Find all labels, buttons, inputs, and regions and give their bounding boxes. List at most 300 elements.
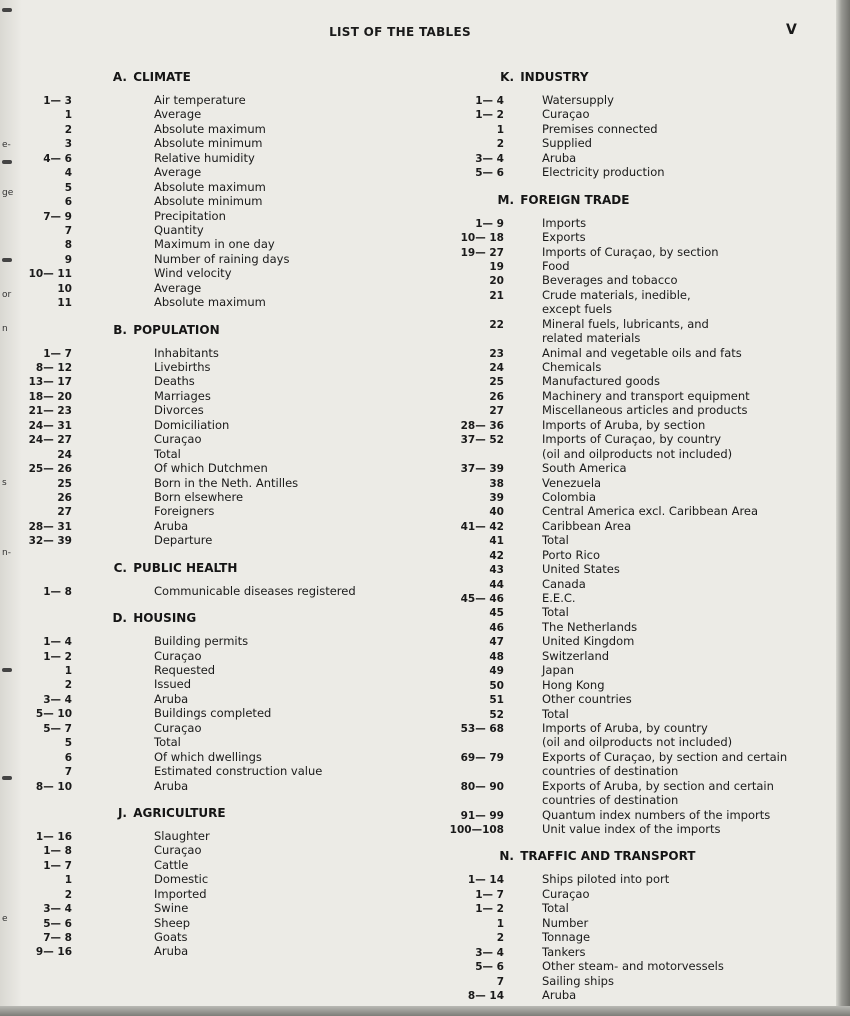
table-entry	[440, 476, 820, 490]
table-description: Aruba	[154, 778, 189, 793]
table-number: 8	[64, 239, 72, 252]
table-entry	[440, 165, 820, 179]
table-entry	[22, 209, 492, 223]
table-entry	[22, 266, 492, 280]
section-letter: C.	[113, 560, 127, 575]
table-description: Exports of Curaçao, by section and certain	[542, 749, 788, 764]
table-number: 10— 18	[460, 232, 504, 245]
table-description: Departure	[154, 533, 213, 548]
table-number: 51	[489, 694, 504, 707]
table-entry	[440, 649, 820, 663]
table-description: Japan	[542, 663, 575, 678]
table-description: Total	[542, 901, 569, 916]
table-number: 26	[57, 491, 72, 504]
table-description: Tankers	[542, 944, 586, 959]
right-column	[440, 68, 820, 1002]
table-entry	[440, 533, 820, 547]
table-description: Beverages and tobacco	[542, 273, 678, 288]
table-number: 42	[489, 549, 504, 562]
table-description: Exports of Aruba, by section and certain	[542, 778, 774, 793]
table-number: 1— 4	[43, 636, 72, 649]
table-number: 45— 46	[460, 593, 504, 605]
margin-fragment: e	[2, 914, 8, 924]
table-number: 10	[57, 282, 72, 295]
section-letter: N.	[499, 849, 514, 864]
table-description: Curaçao	[154, 432, 202, 447]
table-number: 1	[64, 665, 72, 677]
table-entry	[440, 519, 820, 533]
table-description: Aruba	[154, 944, 189, 959]
table-description: Aruba	[154, 691, 189, 706]
table-entry	[440, 822, 820, 836]
table-description: Absolute minimum	[154, 136, 263, 151]
table-entry	[22, 829, 492, 843]
table-number: 48	[489, 650, 504, 663]
table-number: 8— 12	[35, 362, 72, 374]
table-description: Aruba	[154, 518, 189, 533]
table-entry	[440, 901, 820, 915]
section-heading	[440, 68, 820, 88]
table-entry	[22, 944, 492, 958]
page-number: V	[786, 22, 797, 38]
table-description: Maximum in one day	[154, 237, 275, 252]
table-entry	[440, 620, 820, 634]
table-entry	[440, 93, 820, 107]
table-entry	[22, 194, 492, 208]
table-entry	[440, 692, 820, 706]
table-description: Issued	[154, 677, 192, 692]
table-entry	[22, 930, 492, 944]
table-entry	[22, 180, 492, 194]
table-entry	[440, 447, 820, 461]
table-number: 19— 27	[460, 246, 504, 259]
table-entry	[440, 988, 820, 1002]
table-entry	[440, 735, 820, 749]
table-description: Aruba	[542, 987, 577, 1002]
table-number: 6	[64, 196, 72, 209]
table-entry	[22, 432, 492, 446]
section-letter: D.	[112, 611, 127, 626]
section-title: POPULATION	[133, 322, 220, 337]
table-entry	[22, 403, 492, 417]
table-number: 37— 39	[460, 463, 504, 476]
table-number: 28— 36	[460, 419, 504, 432]
table-description: Average	[154, 107, 202, 122]
table-description: Number of raining days	[154, 251, 290, 266]
binding-mark	[2, 160, 12, 164]
table-number: 41— 42	[460, 520, 504, 533]
table-entry	[440, 548, 820, 562]
table-description: Total	[542, 533, 569, 548]
table-number: 1— 8	[43, 585, 72, 598]
margin-fragment: or	[2, 290, 12, 300]
binding-mark	[2, 258, 12, 262]
section-title: TRAFFIC AND TRANSPORT	[520, 849, 696, 864]
table-description: Crude materials, inedible,	[542, 287, 691, 302]
table-description: Tonnage	[542, 930, 591, 945]
table-number: 20	[489, 275, 504, 288]
table-number: 40	[489, 506, 504, 519]
table-description: Premises connected	[542, 121, 658, 136]
table-number: 11	[57, 297, 72, 310]
table-description: Foreigners	[154, 504, 215, 519]
table-description: Hong Kong	[542, 677, 605, 692]
table-entry	[440, 151, 820, 165]
table-description: Swine	[154, 901, 189, 916]
table-description: Curaçao	[542, 886, 590, 901]
table-number: 3— 4	[475, 152, 504, 165]
table-number: 2	[64, 123, 72, 136]
table-entry	[440, 418, 820, 432]
table-number: 47	[489, 636, 504, 649]
table-entry	[22, 764, 492, 778]
table-number: 1— 7	[475, 888, 504, 901]
table-number: 5— 6	[475, 167, 504, 180]
table-number: 32— 39	[28, 535, 72, 548]
table-description: Absolute minimum	[154, 194, 263, 209]
table-entry	[22, 151, 492, 165]
table-entry	[22, 476, 492, 490]
table-description: Total	[154, 446, 181, 461]
binding-mark	[2, 776, 12, 780]
table-description: United States	[542, 562, 620, 577]
table-number: 1— 2	[475, 903, 504, 916]
table-number: 43	[489, 564, 504, 577]
table-number: 1— 14	[467, 874, 504, 887]
table-description: Exports	[542, 230, 586, 245]
table-description: Curaçao	[154, 720, 202, 735]
table-entry	[22, 663, 492, 677]
table-description: Miscellaneous articles and products	[542, 403, 748, 418]
table-description: South America	[542, 461, 627, 476]
table-entry	[440, 959, 820, 973]
table-description: Communicable diseases registered	[154, 583, 356, 598]
section-heading	[440, 847, 820, 867]
table-entry	[440, 634, 820, 648]
table-number: 1	[496, 123, 504, 136]
table-number: 46	[489, 621, 504, 634]
table-number: 3— 4	[43, 903, 72, 916]
table-number: 1— 16	[35, 830, 72, 843]
table-number: 7— 9	[43, 210, 72, 223]
table-number: 3— 4	[43, 693, 72, 706]
table-entry	[440, 331, 820, 345]
section-heading	[22, 609, 492, 629]
table-entry	[440, 230, 820, 244]
table-number: 5— 6	[43, 917, 72, 930]
table-description: Chemicals	[542, 360, 602, 374]
section-heading	[22, 559, 492, 579]
table-number: 2	[496, 932, 504, 945]
table-description: Caribbean Area	[542, 518, 632, 533]
table-entry	[22, 858, 492, 872]
section-title: HOUSING	[133, 611, 197, 626]
table-description: Animal and vegetable oils and fats	[542, 345, 742, 360]
table-number: 2	[64, 679, 72, 692]
table-description: Colombia	[542, 489, 597, 504]
table-number: 21— 23	[28, 405, 72, 418]
table-number: 9— 16	[35, 946, 72, 959]
table-description: Manufactured goods	[542, 374, 660, 389]
table-description: countries of destination	[542, 793, 679, 808]
table-entry	[440, 872, 820, 886]
table-description: Machinery and transport equipment	[542, 388, 750, 403]
table-description: Estimated construction value	[154, 764, 323, 779]
table-number: 5— 6	[475, 961, 504, 974]
section-title: AGRICULTURE	[133, 805, 226, 820]
table-description: Curaçao	[154, 648, 202, 663]
table-description: Livebirths	[154, 360, 211, 374]
table-description: Curaçao	[154, 843, 202, 858]
table-description: Electricity production	[542, 165, 665, 180]
table-entry	[440, 974, 820, 988]
table-number: 5— 10	[35, 708, 72, 721]
table-number: 39	[489, 491, 504, 504]
page-stack-bottom	[0, 1006, 850, 1016]
table-description: Born in the Neth. Antilles	[154, 475, 299, 490]
table-description: Air temperature	[154, 93, 246, 107]
table-entry	[22, 461, 492, 475]
table-entry	[440, 678, 820, 692]
table-number: 5	[64, 181, 72, 194]
table-description: Imports of Aruba, by section	[542, 417, 706, 432]
table-entry	[440, 461, 820, 475]
section-title: INDUSTRY	[520, 70, 589, 84]
table-entry	[22, 93, 492, 107]
section-title: PUBLIC HEALTH	[133, 560, 238, 575]
table-number: 69— 79	[460, 751, 504, 764]
table-entry	[440, 605, 820, 619]
table-description: except fuels	[542, 302, 612, 317]
table-number: 1— 3	[43, 95, 72, 107]
table-description: Sheep	[154, 915, 191, 930]
table-number: 1— 8	[43, 845, 72, 858]
table-entry	[440, 302, 820, 316]
table-description: Other steam- and motorvessels	[542, 959, 724, 974]
table-number: 3	[64, 138, 72, 151]
table-entry	[440, 707, 820, 721]
table-description: Imports of Curaçao, by section	[542, 244, 719, 259]
table-description: Of which dwellings	[154, 749, 262, 764]
table-entry	[22, 447, 492, 461]
table-number: 24	[57, 448, 72, 461]
table-entry	[22, 504, 492, 518]
table-entry	[440, 389, 820, 403]
table-description: (oil and oilproducts not included)	[542, 446, 733, 461]
section-heading	[22, 804, 492, 824]
table-description: Relative humidity	[154, 150, 255, 165]
table-description: Canada	[542, 576, 586, 591]
table-number: 24	[489, 362, 504, 374]
table-entry	[22, 735, 492, 749]
section-letter: A.	[112, 70, 127, 84]
table-entry	[22, 165, 492, 179]
section-letter: J.	[117, 805, 127, 820]
table-description: Aruba	[542, 150, 577, 165]
table-entry	[440, 577, 820, 591]
table-entry	[22, 750, 492, 764]
table-description: E.E.C.	[542, 591, 576, 605]
table-description: Requested	[154, 663, 216, 677]
table-description: Sailing ships	[542, 973, 614, 988]
section-heading	[22, 68, 492, 88]
table-number: 1	[496, 917, 504, 930]
table-number: 27	[57, 506, 72, 519]
table-entry	[440, 591, 820, 605]
table-entry	[22, 490, 492, 504]
table-entry	[22, 107, 492, 121]
table-number: 53— 68	[460, 722, 504, 735]
table-entry	[22, 916, 492, 930]
table-entry	[22, 721, 492, 735]
table-entry	[440, 663, 820, 677]
table-number: 23	[489, 347, 504, 360]
table-description: Absolute maximum	[154, 121, 266, 136]
table-entry	[22, 389, 492, 403]
table-entry	[22, 519, 492, 533]
table-entry	[22, 374, 492, 388]
table-entry	[22, 533, 492, 547]
section-letter: K.	[500, 70, 514, 84]
table-entry	[22, 223, 492, 237]
table-description: Marriages	[154, 388, 211, 403]
table-description: Building permits	[154, 634, 249, 649]
table-description: Quantity	[154, 222, 204, 237]
table-entry	[22, 136, 492, 150]
table-entry	[440, 930, 820, 944]
table-description: Curaçao	[542, 107, 590, 122]
table-description: Switzerland	[542, 648, 610, 663]
table-description: Domiciliation	[154, 417, 230, 432]
table-number: 1— 4	[475, 95, 504, 107]
table-entry	[440, 779, 820, 793]
table-entry	[440, 793, 820, 807]
table-entry	[440, 374, 820, 388]
table-entry	[440, 360, 820, 374]
table-number: 1— 7	[43, 859, 72, 872]
table-entry	[22, 692, 492, 706]
table-description: Of which Dutchmen	[154, 461, 268, 476]
table-entry	[22, 843, 492, 857]
table-entry	[440, 504, 820, 518]
table-number: 1— 2	[475, 109, 504, 122]
table-description: Mineral fuels, lubricants, and	[542, 316, 709, 331]
table-description: related materials	[542, 331, 641, 346]
table-entry	[22, 122, 492, 136]
table-description: Food	[542, 258, 570, 273]
table-entry	[22, 649, 492, 663]
section-title: FOREIGN TRADE	[520, 192, 630, 207]
table-number: 2	[496, 138, 504, 151]
table-entry	[440, 764, 820, 778]
table-description: Average	[154, 165, 202, 180]
table-entry	[22, 252, 492, 266]
table-number: 1— 2	[43, 650, 72, 663]
table-description: Total	[542, 706, 569, 721]
table-number: 5— 7	[43, 722, 72, 735]
table-entry	[440, 288, 820, 302]
table-number: 25— 26	[28, 463, 72, 476]
table-description: Number	[542, 915, 589, 930]
table-description: Total	[542, 605, 569, 620]
table-entry	[440, 750, 820, 764]
table-entry	[22, 237, 492, 251]
margin-fragment: ge	[2, 188, 14, 198]
table-entry	[22, 872, 492, 886]
margin-fragment: s	[2, 478, 7, 488]
table-entry	[440, 216, 820, 230]
table-number: 80— 90	[460, 780, 504, 793]
page-stack-edge	[836, 0, 850, 1016]
table-description: Ships piloted into port	[542, 872, 670, 887]
table-number: 50	[489, 679, 504, 692]
table-entry	[22, 584, 492, 598]
table-number: 25	[489, 376, 504, 389]
table-entry	[22, 346, 492, 360]
left-column	[22, 68, 492, 959]
table-number: 24— 27	[28, 434, 72, 447]
table-entry	[440, 945, 820, 959]
table-number: 7	[496, 975, 504, 988]
table-number: 7	[64, 766, 72, 779]
table-description: Wind velocity	[154, 266, 232, 281]
table-number: 18— 20	[28, 390, 72, 403]
table-number: 7— 8	[43, 932, 72, 944]
table-description: Total	[154, 735, 181, 750]
table-number: 1	[64, 874, 72, 887]
table-entry	[440, 245, 820, 259]
table-description: Other countries	[542, 692, 632, 707]
table-description: Unit value index of the imports	[542, 822, 721, 836]
table-description: Average	[154, 280, 202, 295]
section-heading	[440, 191, 820, 211]
table-description: Watersupply	[542, 93, 614, 107]
table-entry	[22, 634, 492, 648]
table-entry	[440, 432, 820, 446]
table-number: 3— 4	[475, 946, 504, 959]
table-number: 1— 9	[475, 217, 504, 230]
table-entry	[440, 346, 820, 360]
table-number: 4	[64, 167, 72, 180]
table-description: Supplied	[542, 136, 592, 151]
table-number: 8— 10	[35, 780, 72, 793]
table-entry	[440, 136, 820, 150]
table-description: Central America excl. Caribbean Area	[542, 504, 759, 519]
table-number: 13— 17	[28, 376, 72, 389]
table-number: 26	[489, 390, 504, 403]
table-number: 44	[489, 578, 504, 591]
binding-mark	[2, 668, 12, 672]
table-entry	[440, 490, 820, 504]
table-description: Deaths	[154, 374, 195, 389]
table-entry	[440, 273, 820, 287]
table-entry	[440, 403, 820, 417]
table-entry	[22, 360, 492, 374]
table-description: Absolute maximum	[154, 179, 266, 194]
table-description: Absolute maximum	[154, 295, 266, 310]
table-entry	[440, 887, 820, 901]
table-description: Born elsewhere	[154, 489, 244, 504]
table-description: Precipitation	[154, 208, 226, 223]
table-number: 1	[64, 109, 72, 122]
table-entry	[440, 916, 820, 930]
table-number: 2	[64, 888, 72, 901]
table-entry	[440, 562, 820, 576]
margin-fragment: e-	[2, 140, 11, 150]
table-number: 5	[64, 737, 72, 750]
table-description: Cattle	[154, 857, 189, 872]
table-description: Goats	[154, 930, 188, 944]
